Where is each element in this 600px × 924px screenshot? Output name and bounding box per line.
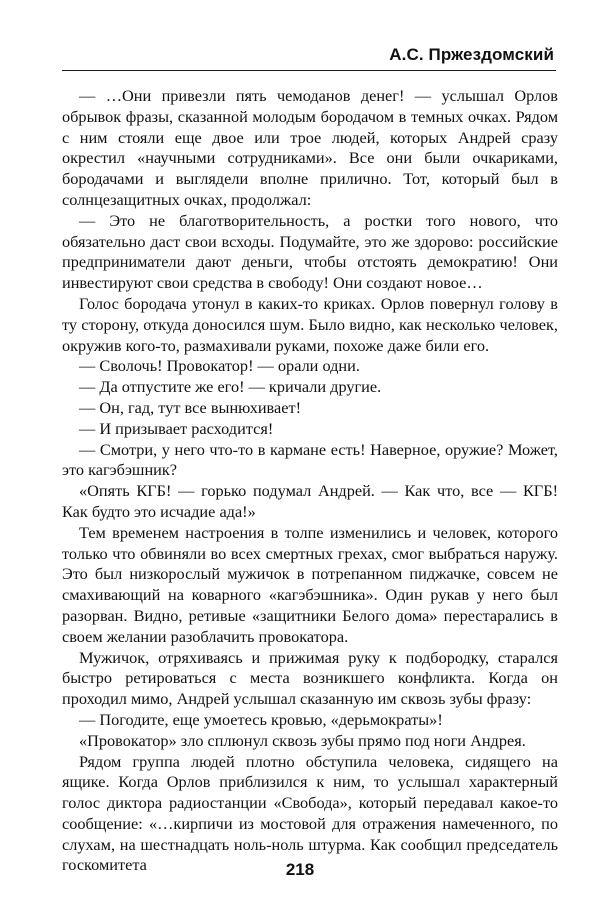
paragraph: Тем временем настроения в толпе изменились и человек, которого только что обвиняли во всех смертных грехах, смог выбраться наружу. Это был низкорослый мужичок в потрепанном пиджачке, совсем не смахивающий на коварного «кагэбэшника». Один рукав у него был разорван. Видно, ретивые «защитники Белого дома» перестарались в своем желании разоблачить провокатора. <box>62 522 558 646</box>
body-text <box>62 86 558 876</box>
paragraph: — …Они привезли пять чемоданов денег! — услышал Орлов обрывок фразы, сказанной молодым бородачом в темных очках. Рядом с ним стояли еще двое или трое людей, которых Андрей сразу окрестил «научными сотрудниками». Все они были очкариками, бородачами и выглядели вполне прилично. Тот, который был в солнцезащитных очках, продолжал: <box>62 86 558 209</box>
paragraph: «Провокатор» зло сплюнул сквозь зубы прямо под ноги Андрея. <box>79 730 526 750</box>
running-head <box>62 34 556 71</box>
page-number: 218 <box>285 860 315 879</box>
paragraph: — И призывает расходится! <box>79 418 274 438</box>
paragraph: Голос бородача утонул в каких-то криках. Орлов повернул голову в ту сторону, откуда доносился шум. Было видно, как несколько человек, окружив кого-то, размахивали руками, похоже даже били его. <box>62 293 558 355</box>
paragraph: — Да отпустите же его! — кричали другие. <box>79 377 382 397</box>
paragraph: «Опять КГБ! — горько подумал Андрей. — Как что, все — КГБ! Как будто это исчадие ада!» <box>62 481 558 521</box>
paragraph: — Погодите, еще умоетесь кровью, «дерьмократы»! <box>79 709 443 729</box>
running-head-title: А.С. Пржездомский <box>389 45 554 64</box>
paragraph: Рядом группа людей плотно обступила человека, сидящего на ящике. Когда Орлов приблизился к ним, то услышал характерный голос диктора радиостанции «Свобода», который передавал какое-то сообщение: «…кирпичи из мостовой для отражения намеченного, по слухам, на шестнадцать ноль-ноль штурма. Как сообщил председатель госкомитета <box>62 751 558 875</box>
paragraph: — Сволочь! Провокатор! — орали одни. <box>79 356 360 376</box>
paragraph: — Смотри, у него что-то в кармане есть! Наверное, оружие? Может, это кагэбэшник? <box>62 439 558 480</box>
paragraph: — Это не благотворительность, а ростки того нового, что обязательно даст свои всходы. Подумайте, это же здорово: российские предприниматели дают деньги, чтобы отстоять демократию! Они инвестируют свои средства в свободу! Они создают новое… <box>62 210 558 293</box>
paragraph: — Он, гад, тут все вынюхивает! <box>79 397 302 417</box>
paragraph: Мужичок, отряхиваясь и прижимая руку к подбородку, старался быстро ретироваться с места возникшего конфликта. Когда он проходил мимо, Андрей услышал сказанную им сквозь зубы фразу: <box>62 647 558 709</box>
